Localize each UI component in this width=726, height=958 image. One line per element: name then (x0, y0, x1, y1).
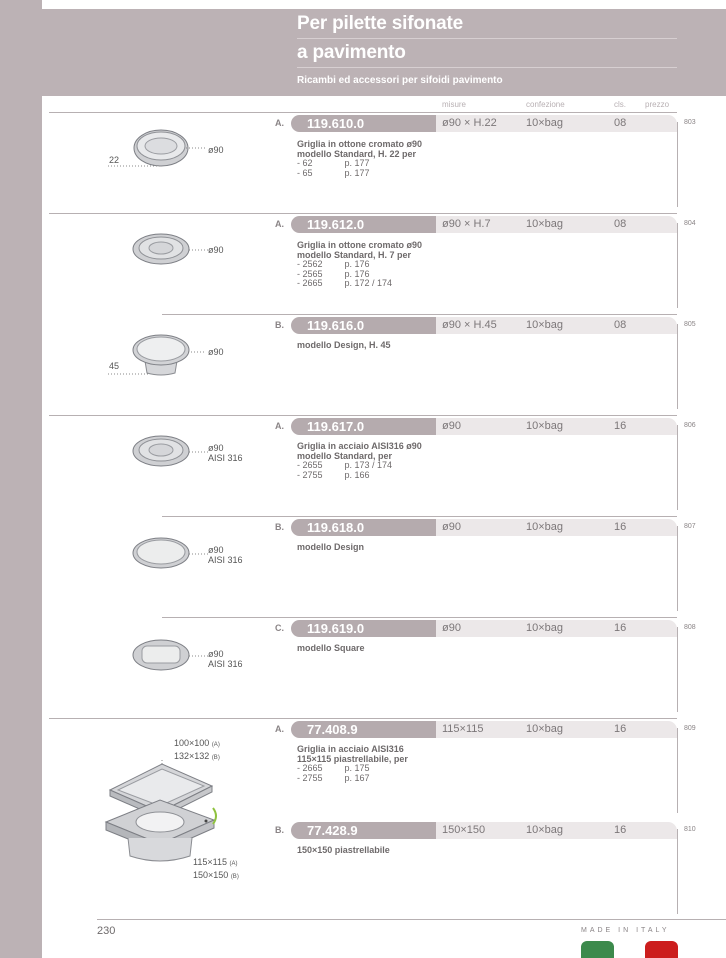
confezione-value: 10×bag (526, 824, 564, 836)
product-code: 77.408.9 (291, 721, 436, 738)
cls-value: 16 (614, 723, 627, 735)
group-separator (49, 213, 677, 214)
item-separator (162, 314, 677, 315)
misure-value: ø90 × H.45 (442, 319, 497, 331)
reference-number: 804 (684, 220, 696, 227)
diameter-label: ø90 (208, 245, 224, 255)
round-grate-flat-image (130, 232, 210, 268)
row-frame (677, 425, 678, 510)
confezione-value: 10×bag (526, 319, 564, 331)
cls-value: 08 (614, 117, 627, 129)
page-number: 230 (97, 925, 116, 937)
misure-value: ø90 × H.7 (442, 218, 491, 230)
italy-flag-red (645, 941, 678, 958)
row-frame (677, 122, 678, 207)
cls-value: 08 (614, 319, 627, 331)
item-letter: C. (275, 623, 284, 633)
top-size-label: 100×100 (A) 132×132 (B) (174, 738, 220, 761)
group-separator (49, 718, 677, 719)
italy-flag-green (581, 941, 614, 958)
product-code: 119.618.0 (291, 519, 436, 536)
diameter-label: ø90 (208, 145, 224, 155)
product-code: 77.428.9 (291, 822, 436, 839)
item-separator (162, 516, 677, 517)
row-frame (677, 526, 678, 611)
item-letter: B. (275, 522, 284, 532)
cls-value: 16 (614, 521, 627, 533)
reference-number: 809 (684, 725, 696, 732)
confezione-value: 10×bag (526, 218, 564, 230)
reference-number: 808 (684, 624, 696, 631)
group-separator (49, 112, 677, 113)
bottom-size-label: 115×115 (A) 150×150 (B) (193, 857, 239, 880)
confezione-value: 10×bag (526, 420, 564, 432)
misure-value: ø90 (442, 420, 461, 432)
page-title-line1: Per pilette sifonate (297, 13, 463, 34)
product-description: 150×150 piastrellabile (297, 845, 390, 855)
item-letter: A. (275, 219, 284, 229)
row-frame (677, 728, 678, 813)
footer-separator (97, 919, 726, 920)
item-letter: B. (275, 825, 284, 835)
reference-number: 807 (684, 523, 696, 530)
item-letter: A. (275, 118, 284, 128)
page-title-line2: a pavimento (297, 42, 406, 63)
misure-value: 150×150 (442, 824, 486, 836)
cls-value: 16 (614, 622, 627, 634)
row-frame (677, 324, 678, 409)
reference-number: 806 (684, 422, 696, 429)
diameter-label: ø90 AISI 316 (208, 649, 243, 669)
product-description: Griglia in acciaio AISI316 115×115 piastrellabile, per - 2665 p. 175 - 2755 p. 167 (297, 744, 408, 783)
cls-value: 16 (614, 420, 627, 432)
row-frame (677, 627, 678, 712)
subtitle-divider (297, 67, 677, 68)
product-description: Griglia in ottone cromato ø90 modello Standard, H. 22 per - 62 p. 177 - 65 p. 177 (297, 139, 423, 178)
item-letter: A. (275, 421, 284, 431)
item-letter: B. (275, 320, 284, 330)
product-description: Griglia in ottone cromato ø90 modello Standard, H. 7 per - 2562 p. 176 - 2565 p. 176 - 2665 p. 172 / 174 (297, 240, 423, 288)
left-margin-bar (0, 0, 42, 958)
product-code: 119.617.0 (291, 418, 436, 435)
confezione-value: 10×bag (526, 723, 564, 735)
row-frame (677, 829, 678, 914)
product-code: 119.612.0 (291, 216, 436, 233)
confezione-value: 10×bag (526, 521, 564, 533)
round-grate-design-steel-image (130, 536, 210, 572)
product-description: modello Design (297, 542, 365, 552)
diameter-label: ø90 (208, 347, 224, 357)
square-grate-exploded-image (100, 760, 225, 870)
product-description: modello Square (297, 643, 365, 653)
page-subtitle: Ricambi ed accessori per sifoidi pavimento (297, 75, 503, 86)
height-label: 22 (109, 155, 120, 165)
confezione-value: 10×bag (526, 622, 564, 634)
title-divider (297, 38, 677, 39)
product-description: modello Design, H. 45 (297, 340, 391, 350)
made-in-italy-label: MADE IN ITALY (581, 927, 670, 934)
confezione-value: 10×bag (526, 117, 564, 129)
diameter-label: ø90 AISI 316 (208, 443, 243, 463)
row-frame (677, 223, 678, 308)
cls-value: 08 (614, 218, 627, 230)
misure-value: 115×115 (442, 723, 484, 735)
item-separator (162, 617, 677, 618)
product-code: 119.616.0 (291, 317, 436, 334)
reference-number: 810 (684, 826, 696, 833)
item-letter: A. (275, 724, 284, 734)
height-label: 45 (109, 361, 120, 371)
product-description: Griglia in acciaio AISI316 ø90 modello Standard, per - 2655 p. 173 / 174 - 2755 p. 166 (297, 441, 422, 480)
square-insert-grate-image (130, 638, 210, 674)
group-separator (49, 415, 677, 416)
misure-value: ø90 (442, 521, 461, 533)
diameter-label: ø90 AISI 316 (208, 545, 243, 565)
misure-value: ø90 × H.22 (442, 117, 497, 129)
col-misure: misure (442, 100, 467, 109)
col-prezzo: prezzo (645, 100, 670, 109)
product-code: 119.610.0 (291, 115, 436, 132)
misure-value: ø90 (442, 622, 461, 634)
cls-value: 16 (614, 824, 627, 836)
round-grate-steel-image (130, 434, 210, 470)
product-code: 119.619.0 (291, 620, 436, 637)
reference-number: 805 (684, 321, 696, 328)
reference-number: 803 (684, 119, 696, 126)
col-confezione: confezione (526, 100, 565, 109)
col-cls: cls. (614, 100, 626, 109)
